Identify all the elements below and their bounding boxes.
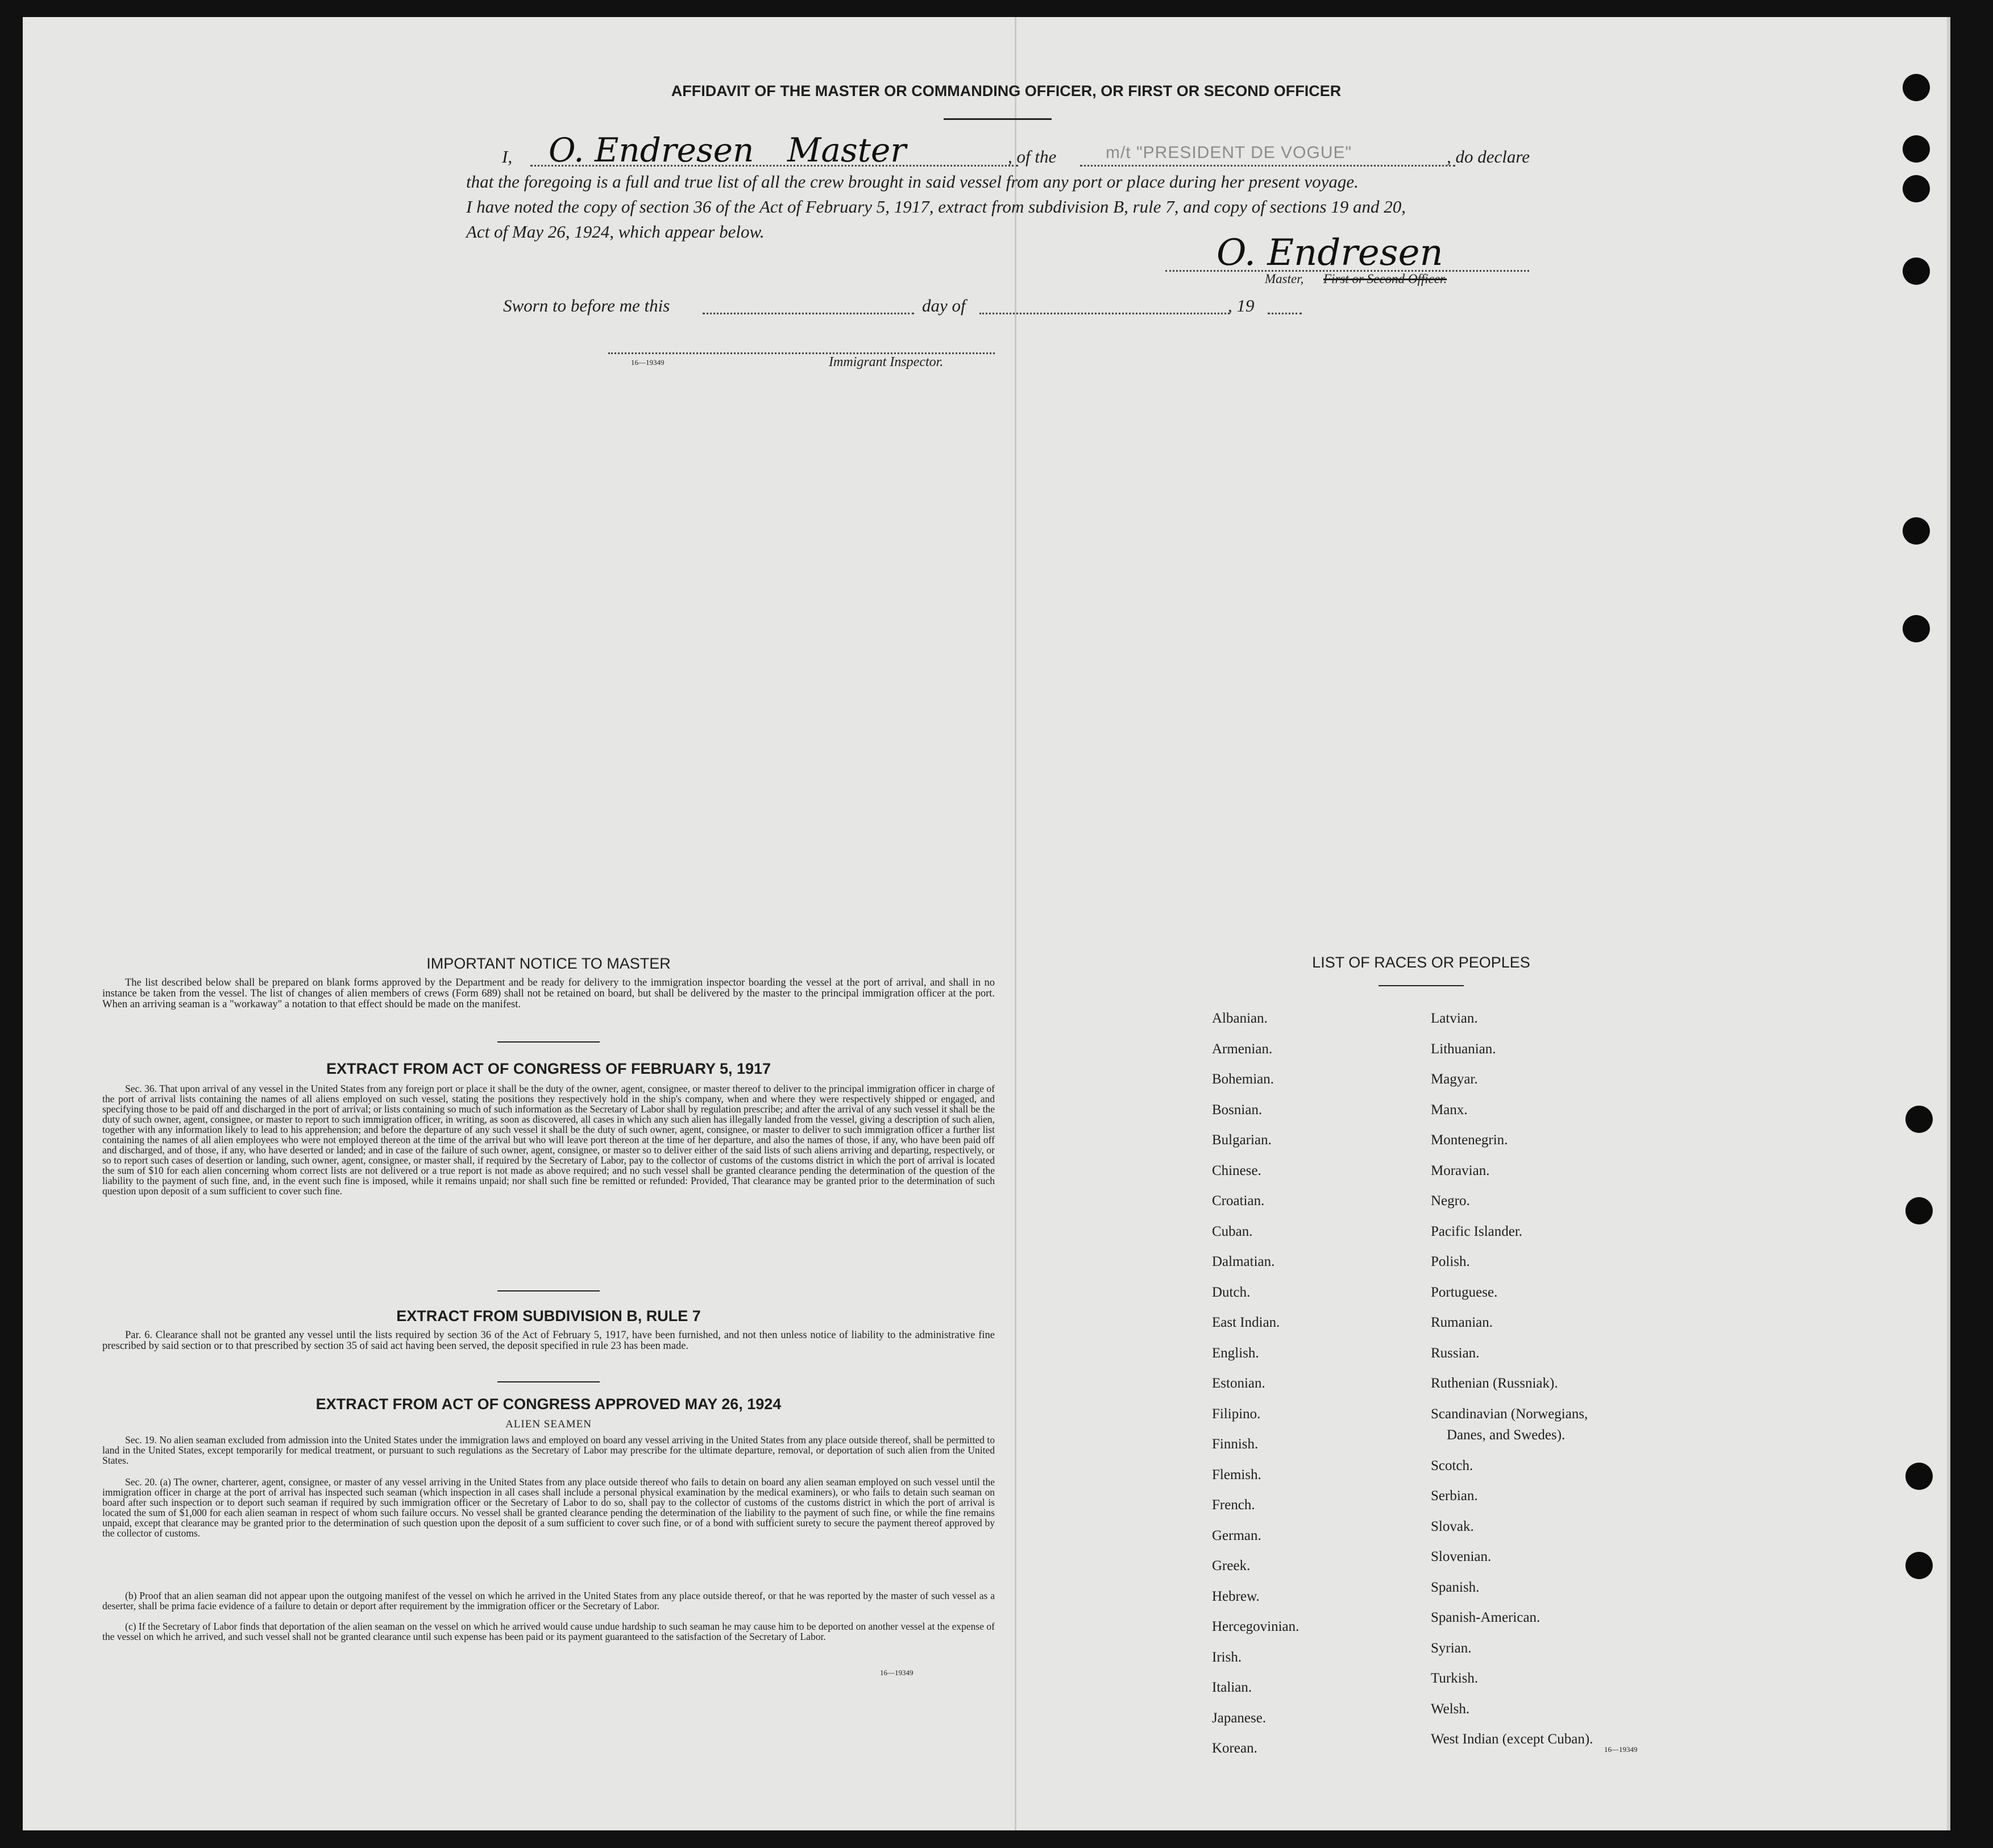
extract-1924-title: EXTRACT FROM ACT OF CONGRESS APPROVED MAY 26, 1924 — [315, 1396, 782, 1413]
races-title: LIST OF RACES OR PEOPLES — [1312, 954, 1530, 971]
punch-hole — [1903, 615, 1930, 642]
extract-1924-subtitle: ALIEN SEAMEN — [505, 1418, 592, 1430]
vessel-name-stamp: m/t "PRESIDENT DE VOGUE" — [1106, 143, 1352, 162]
race-list-item: Montenegrin. — [1431, 1132, 1508, 1148]
affidavit-form-number: 16—19349 — [631, 358, 665, 367]
affidavit-of-the: , of the — [1008, 147, 1057, 167]
punch-hole — [1905, 1463, 1933, 1490]
race-list-item: Portuguese. — [1431, 1284, 1498, 1300]
race-list-item: German. — [1212, 1527, 1261, 1543]
race-list-item: Syrian. — [1431, 1640, 1472, 1656]
divider — [1379, 985, 1464, 986]
race-list-item: Scotch. — [1431, 1457, 1473, 1473]
sworn-year: , 19 — [1228, 296, 1255, 315]
extract-form-number: 16—19349 — [880, 1668, 914, 1677]
title-rule — [944, 118, 1052, 120]
affidavit-i: I, — [502, 147, 513, 167]
divider — [497, 1290, 600, 1291]
punch-hole — [1903, 517, 1930, 545]
race-list-item: Moravian. — [1431, 1162, 1490, 1178]
sec-20b-text: (b) Proof that an alien seaman did not appear upon the outgoing manifest of the vessel on which he arrived in the United States from any place outside thereof, or that he was reported by the master of such vessel as a deserter, shall be prima facie evidence of a failure to detain or deport after requirement by the immigration officer or the Secretary of Labor. — [102, 1590, 995, 1612]
subdivision-text: Par. 6. Clearance shall not be granted any vessel until the lists required by section 36 of the Act of February 5, 1917, have been furnished, and not then unless notice of liability to the administrative fine prescribed by said section or to that prescribed by section 35 of said act having been served, the deposit specified in rule 23 has been made. — [102, 1330, 995, 1352]
race-list-item: Danes, and Swedes). — [1447, 1427, 1566, 1443]
race-list-item: Turkish. — [1431, 1671, 1479, 1686]
race-list-item: Latvian. — [1431, 1011, 1478, 1026]
document-page — [23, 17, 1950, 1830]
race-list-item: Rumanian. — [1431, 1315, 1493, 1330]
signature-caption-struck: First or Second Officer. — [1323, 272, 1447, 286]
divider — [497, 1041, 600, 1043]
races-column-1 — [1212, 1003, 1299, 1764]
race-list-item: Magyar. — [1431, 1072, 1478, 1087]
punch-hole — [1905, 1552, 1933, 1579]
punch-hole — [1903, 258, 1930, 285]
race-list-item: Slovenian. — [1431, 1549, 1492, 1564]
punch-hole — [1905, 1106, 1933, 1133]
race-list-item: Pacific Islander. — [1431, 1223, 1523, 1239]
race-list-item: Russian. — [1431, 1345, 1480, 1361]
sworn-year-line — [1268, 313, 1302, 314]
race-list-item: East Indian. — [1212, 1315, 1280, 1330]
sworn-month-line — [979, 313, 1230, 314]
race-list-item: Filipino. — [1212, 1406, 1261, 1422]
race-list-item: Cuban. — [1212, 1223, 1253, 1239]
sec-20c-text: (c) If the Secretary of Labor finds that deportation of the alien seaman on the vessel on which he arrived would cause undue hardship to such seaman he may cause him to be deported on another vessel at the expense of the vessel on which he arrived, and such vessel shall not be granted clearance until such expense has been paid or its payment guaranteed to the satisfaction of the Secretary of Labor. — [102, 1621, 995, 1642]
sec-19-text: Sec. 19. No alien seaman excluded from admission into the United States under the immigration laws and employed on board any vessel arriving in the United States from any place outside thereof, shall be permitted to land in the United States, except temporarily for medical treatment, or pursuant to such regulations as the Secretary of Labor may prescribe for the ultimate departure, removal, or deportation of such alien from the United States. — [102, 1434, 995, 1466]
race-list-item: Flemish. — [1212, 1467, 1261, 1482]
race-list-item: Italian. — [1212, 1680, 1252, 1695]
punch-hole — [1903, 74, 1930, 101]
affidavit-declare: , do declare — [1447, 147, 1530, 167]
race-list-item: Polish. — [1431, 1254, 1470, 1269]
punch-hole — [1905, 1197, 1933, 1224]
race-list-item: Japanese. — [1212, 1710, 1267, 1726]
race-list-item: Korean. — [1212, 1741, 1257, 1756]
sec-20a-text: Sec. 20. (a) The owner, charterer, agent, consignee, or master of any vessel arriving in the United States from any place outside thereof who fails to detain on board any alien seaman employed on such vessel until the immigration officer in charge at the port of arrival has inspected such seaman (which inspection in all cases shall include a personal physical examination by the medical examiners), or who fails to detain such seaman on board after such inspection or to deport such seaman if required by such immigration officer or the Secretary of Labor to do so, shall pay to the collector of customs of the customs district in which the port of arrival is located the sum of $1,000 for each alien seaman in respect of whom such failure occurs. No vessel shall be granted clearance pending the determination of the liability to the payment of such fine, or while the fine remains unpaid, except that clearance may be granted prior to the determination of such question upon the deposit of a sum sufficient to cover such fine, or of a bond with sufficient surety to secure the payment thereof approved by the collector of customs. — [102, 1476, 995, 1539]
race-list-item: Chinese. — [1212, 1162, 1261, 1178]
punch-hole — [1903, 135, 1930, 163]
races-column-2 — [1431, 1003, 1593, 1755]
race-list-item: English. — [1212, 1345, 1259, 1361]
race-list-item: Negro. — [1431, 1193, 1470, 1209]
punch-hole — [1903, 175, 1930, 202]
race-list-item: West Indian (except Cuban). — [1431, 1731, 1593, 1747]
race-list-item: Greek. — [1212, 1558, 1251, 1573]
race-list-item: Dalmatian. — [1212, 1254, 1275, 1269]
subdivision-title: EXTRACT FROM SUBDIVISION B, RULE 7 — [396, 1307, 701, 1324]
race-list-item: Welsh. — [1431, 1701, 1470, 1717]
handwritten-title: Master — [787, 131, 907, 169]
race-list-item: Lithuanian. — [1431, 1041, 1496, 1057]
race-list-item: Spanish. — [1431, 1579, 1480, 1595]
sworn-day: day of — [922, 296, 966, 315]
race-list-item: Serbian. — [1431, 1488, 1478, 1504]
affidavit-title: AFFIDAVIT OF THE MASTER OR COMMANDING OFFICER, OR FIRST OR SECOND OFFICER — [671, 82, 1342, 99]
signature-caption-master: Master, — [1265, 272, 1304, 286]
affidavit-line-2: that the foregoing is a full and true list of all the crew brought in said vessel from any port or place during her present voyage. — [466, 172, 1359, 192]
race-list-item: French. — [1212, 1497, 1255, 1513]
race-list-item: Bosnian. — [1212, 1102, 1263, 1118]
race-list-item: Hercegovinian. — [1212, 1619, 1299, 1634]
affidavit-line-3: I have noted the copy of section 36 of the Act of February 5, 1917, extract from subdivision B, rule 7, and copy of sections 19 and 20, — [466, 197, 1406, 217]
sworn-date-line — [703, 313, 914, 314]
divider — [497, 1381, 600, 1382]
inspector-line — [608, 352, 995, 354]
handwritten-name: O. Endresen — [549, 131, 754, 169]
inspector-caption: Immigrant Inspector. — [829, 355, 944, 369]
race-list-item: Slovak. — [1431, 1518, 1474, 1534]
race-list-item: Hebrew. — [1212, 1588, 1260, 1604]
race-list-item: Albanian. — [1212, 1011, 1268, 1026]
race-list-item: Bohemian. — [1212, 1072, 1274, 1087]
extract-1917-title: EXTRACT FROM ACT OF CONGRESS OF FEBRUARY 5, 1917 — [326, 1060, 771, 1077]
affidavit-line-4: Act of May 26, 1924, which appear below. — [466, 222, 765, 242]
extract-1917-text: Sec. 36. That upon arrival of any vessel in the United States from any foreign port or place it shall be the duty of the owner, agent, consignee, or master thereof to deliver to the principal immigration officer in charge of the port of arrival lists containing the names of all aliens employed on such vessel, stating the positions they respectively hold in the ship's company, when and where they were respectively shipped or engaged, and specifying those to be paid off and discharged in the port of arrival; or lists containing so much of such information as the Secretary of Labor shall by regulation prescribe; and after the arrival of any such vessel it shall be the duty of such owner, agent, consignee, or master to report to such immigration officer, in writing, as soon as discovered, all cases in which any such alien has illegally landed from the vessel, giving a description of such alien, together with any information likely to lead to his apprehension; and before the departure of any such vessel it shall be the duty of such owner, agent, consignee, or master to deliver to such immigration officer a further list containing the names of all alien employees who were not employed thereon at the time of the arrival but who will leave port thereon at the time of her departure, and also the names of those, if any, who have been paid off and discharged, and of those, if any, who have deserted or landed; and in case of the failure of such owner, agent, consignee, or master so to deliver either of the said lists of such aliens arriving and departing, respectively, or so to report such cases of desertion or landing, such owner, agent, consignee, or master shall, if required by the Secretary of Labor, pay to the collector of customs of the customs district in which the port of arrival is located the sum of $10 for each alien concerning whom correct lists are not delivered or a true report is not made as above required; and no such vessel shall be granted clearance pending the determination of the question of the liability to the payment of such fine, and, in the event such fine is imposed, while it remains unpaid; nor shall such fine be remitted or refunded: Provided, That clearance may be granted prior to the determination of such question upon deposit of a sum sufficient to cover such fine. — [102, 1083, 995, 1197]
race-list-item: Ruthenian (Russniak). — [1431, 1376, 1558, 1391]
race-list-item: Bulgarian. — [1212, 1132, 1272, 1148]
race-list-item: Manx. — [1431, 1102, 1468, 1118]
races-form-number: 16—19349 — [1604, 1745, 1638, 1754]
race-list-item: Spanish-American. — [1431, 1610, 1541, 1625]
race-list-item: Armenian. — [1212, 1041, 1273, 1057]
signature: O. Endresen — [1216, 232, 1443, 274]
race-list-item: Croatian. — [1212, 1193, 1265, 1209]
race-list-item: Dutch. — [1212, 1284, 1251, 1300]
race-list-item: Irish. — [1212, 1649, 1242, 1665]
vessel-field-line — [1080, 165, 1455, 167]
notice-title: IMPORTANT NOTICE TO MASTER — [426, 955, 671, 972]
sworn-prefix: Sworn to before me this — [503, 296, 670, 315]
notice-text: The list described below shall be prepared on blank forms approved by the Department and be ready for delivery to the immigration inspector boarding the vessel at the port of arrival, and shall in no instance be taken from the vessel. The list of changes of alien members of crews (Form 689) shall not be retained on board, but shall be delivered by the master to the principal immigration officer at the port. When an arriving seaman is a "workaway" a notation to that effect should be made on the manifest. — [102, 977, 995, 1010]
race-list-item: Estonian. — [1212, 1376, 1265, 1391]
race-list-item: Finnish. — [1212, 1436, 1259, 1452]
race-list-item: Scandinavian (Norwegians, — [1431, 1406, 1588, 1422]
fold-crease — [1015, 17, 1016, 1830]
